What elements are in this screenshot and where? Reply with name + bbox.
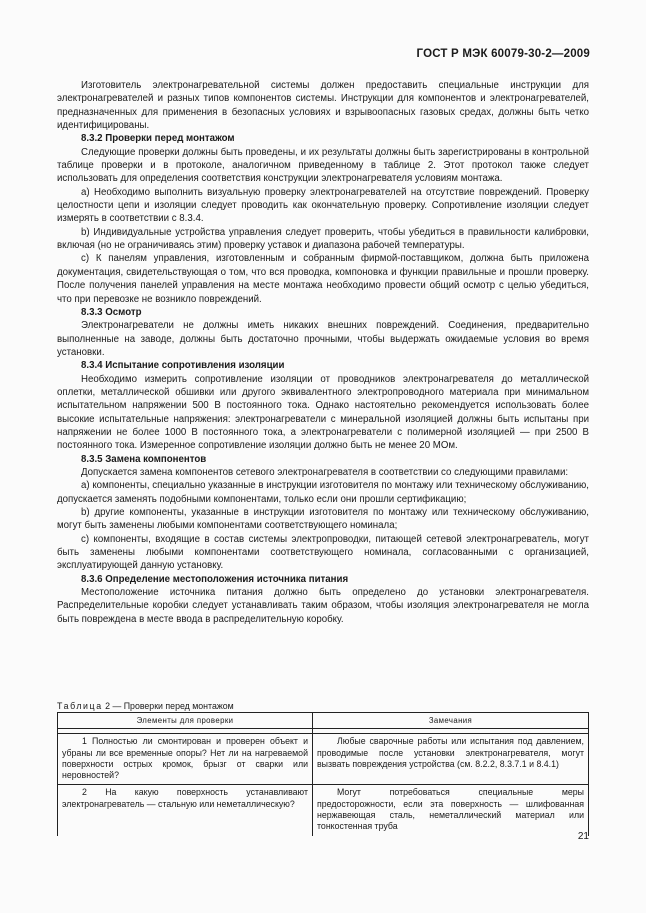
column-header-items: Элементы для проверки bbox=[58, 713, 313, 729]
cell-text: Могут потребоваться специальные меры предосторожности, если эта поверхность — шлифованная нержавеющая сталь, неметаллический материал или тонкостенная труба bbox=[317, 787, 584, 832]
table-cell bbox=[58, 734, 313, 785]
paragraph: Местоположение источника питания должно быть определено до установки электронагревателя. Распределительные коробки следует устанавливать таким образом, чтобы изоляция электронагревателя не могла быть повреждена в месте ввода в распределительную коробку. bbox=[57, 587, 589, 625]
page-number: 21 bbox=[577, 831, 589, 842]
paragraph: a) компоненты, специально указанные в инструкции изготовителя по монтажу или техническому обслуживанию, допускается заменять подобными компонентами, только если они прошли сертификацию; bbox=[57, 480, 589, 505]
body-text bbox=[57, 79, 589, 626]
column-header-remarks: Замечания bbox=[313, 713, 589, 729]
paragraph: Следующие проверки должны быть проведены, и их результаты должны быть зарегистрированы в контрольной таблице проверки и в протоколе, аналогичном приведенному в таблице 2. Этот протокол также следует использовать для определения соответствия конструкции электронагревателя условиям монтажа. bbox=[57, 146, 589, 185]
table-caption-text: 2 — Проверки перед монтажом bbox=[105, 701, 234, 711]
paragraph: c) компоненты, входящие в состав системы электропроводки, питающей сетевой электронагреватель, могут быть заменены любыми компонентами соответствующего номинала, согласованными с организацией, эксплуатирующей данную установку. bbox=[57, 533, 589, 572]
table-row bbox=[58, 785, 589, 836]
paragraph: Электронагреватели не должны иметь никаких внешних повреждений. Соединения, предварительно выполненные на заводе, должны быть достаточно прочными, чтобы выдержать ожидаемые условия во время установки. bbox=[57, 320, 589, 358]
section-heading: 8.3.6 Определение местоположения источника питания bbox=[81, 573, 349, 585]
section-heading: 8.3.2 Проверки перед монтажом bbox=[81, 133, 235, 145]
table-row bbox=[58, 734, 589, 785]
table-caption bbox=[57, 701, 234, 711]
table-caption-label: Таблица bbox=[57, 701, 103, 711]
cell-text: Любые сварочные работы или испытания под давлением, проводимые после установки электронагревателя, могут вызвать повреждения устройства (см. 8.2.2, 8.3.7.1 и 8.4.1) bbox=[317, 736, 584, 769]
paragraph: Изготовитель электронагревательной системы должен предоставить специальные инструкции для электронагревателей и разных типов компонентов системы. Инструкции для компонентов и электронагревателей, предназначенных для применения в безопасных условиях и взрывоопасных газовых средах, должны быть четко идентифицированы. bbox=[57, 80, 589, 132]
paragraph: b) Индивидуальные устройства управления следует проверить, чтобы убедиться в правильности калибровки, включая (но не ограничиваясь этим) проверку уставок и диапазона рабочей температуры. bbox=[57, 226, 589, 252]
table-cell bbox=[313, 734, 589, 785]
section-heading: 8.3.3 Осмотр bbox=[81, 306, 142, 318]
paragraph: b) другие компоненты, указанные в инструкции изготовителя по монтажу или техническому обслуживанию, могут быть заменены любыми компонентами соответствующего номинала; bbox=[57, 507, 589, 532]
table-cell bbox=[313, 785, 589, 836]
paragraph: Необходимо измерить сопротивление изоляции от проводников электронагревателя до металлической оплетки, металлической обшивки или другого эквивалентного электропроводного материала при минимальном испытательном напряжении 500 В постоянного тока. Однако настоятельно рекомендуется использовать более высокие испытательные напряжения: электронагреватели с минеральной изоляцией должны быть испытаны при напряжении не более 1000 В постоянного тока, а электронагреватели с полимерной изоляцией — при 2500 В постоянного тока. Измеренное сопротивление изоляции должно быть не менее 20 МОм. bbox=[57, 373, 589, 452]
cell-text: 2 На какую поверхность устанавливают электронагреватель — стальную или неметаллическую? bbox=[62, 787, 308, 809]
checks-table bbox=[57, 712, 589, 836]
paragraph: a) Необходимо выполнить визуальную проверку электронагревателей на отсутствие повреждений. Проверку целостности цепи и изоляции следует проводить как окончательную проверку. Сопротивление изоляции следует измерять в соответствии с 8.3.4. bbox=[57, 186, 589, 225]
table-header-row bbox=[58, 713, 589, 729]
cell-text: 1 Полностью ли смонтирован и проверен объект и убраны ли все временные опоры? Нет ли на нагреваемой поверхности острых кромок, брызг от сварки или неровностей? bbox=[62, 736, 308, 781]
table-cell bbox=[58, 785, 313, 836]
section-heading: 8.3.5 Замена компонентов bbox=[81, 453, 207, 465]
standard-header: ГОСТ Р МЭК 60079-30-2—2009 bbox=[416, 48, 590, 60]
section-heading: 8.3.4 Испытание сопротивления изоляции bbox=[81, 360, 285, 372]
paragraph: Допускается замена компонентов сетевого электронагревателя в соответствии со следующими правилами: bbox=[81, 466, 569, 478]
paragraph: c) К панелям управления, изготовленным и собранным фирмой-поставщиком, должна быть приложена документация, свидетельствующая о том, что вся проводка, компоновка и функции правильные и прошли проверку. После получения панелей управления на месте монтажа необходимо провести общий осмотр с целью убедиться, что при перевозке не возникло повреждений. bbox=[57, 253, 589, 305]
